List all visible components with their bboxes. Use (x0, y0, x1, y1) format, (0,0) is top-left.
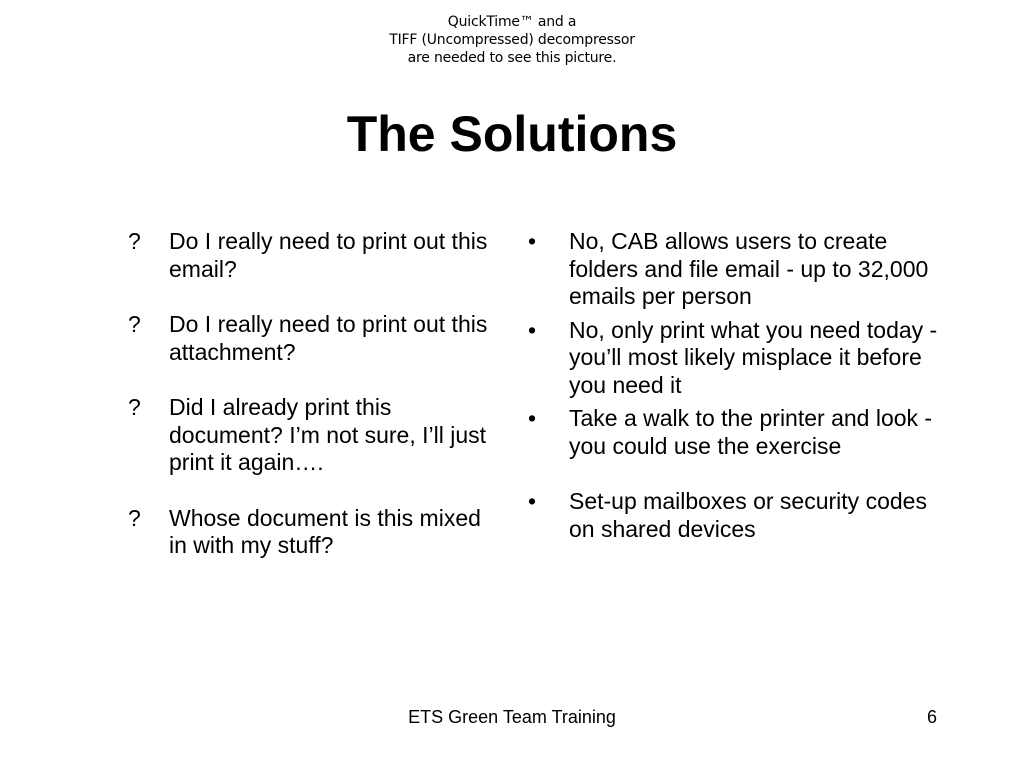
answer-item (528, 317, 948, 400)
bullet-icon: • (528, 316, 537, 343)
question-text: Do I really need to print out this email? (169, 228, 488, 282)
answer-item (528, 488, 948, 543)
question-mark-bullet: ? (128, 228, 141, 254)
question-text: Do I really need to print out this attachment? (169, 311, 488, 365)
answer-text: No, CAB allows users to create folders and file email - up to 32,000 emails per person (569, 228, 929, 309)
answer-text: Set-up mailboxes or security codes on shared devices (569, 488, 927, 542)
bullet-icon: • (528, 488, 537, 514)
question-mark-bullet: ? (128, 311, 141, 337)
bullet-icon: • (528, 228, 537, 254)
question-mark-bullet: ? (128, 394, 141, 420)
answers-column (528, 228, 948, 549)
placeholder-line: QuickTime™ and a (447, 14, 577, 30)
answer-text: Take a walk to the printer and look - you could use the exercise (569, 405, 933, 459)
question-text: Did I already print this document? I’m not sure, I’ll just print it again…. (169, 394, 487, 475)
question-text: Whose document is this mixed in with my stuff? (169, 504, 481, 558)
question-item (128, 228, 498, 283)
bullet-icon: • (528, 405, 537, 431)
missing-image-placeholder (312, 13, 712, 67)
footer-text: ETS Green Team Training (408, 707, 616, 727)
question-item (128, 505, 498, 560)
slide-title: The Solutions (346, 106, 678, 162)
question-mark-bullet: ? (128, 504, 141, 531)
placeholder-line: TIFF (Uncompressed) decompressor (389, 32, 635, 48)
answer-item (528, 228, 948, 311)
placeholder-line: are needed to see this picture. (407, 50, 617, 66)
answer-item (528, 405, 948, 460)
answer-text: No, only print what you need today - you’ll most likely misplace it before you need it (569, 316, 938, 398)
question-item (128, 394, 498, 477)
question-item (128, 311, 498, 366)
page-number: 6 (926, 707, 937, 727)
questions-column (128, 228, 498, 588)
